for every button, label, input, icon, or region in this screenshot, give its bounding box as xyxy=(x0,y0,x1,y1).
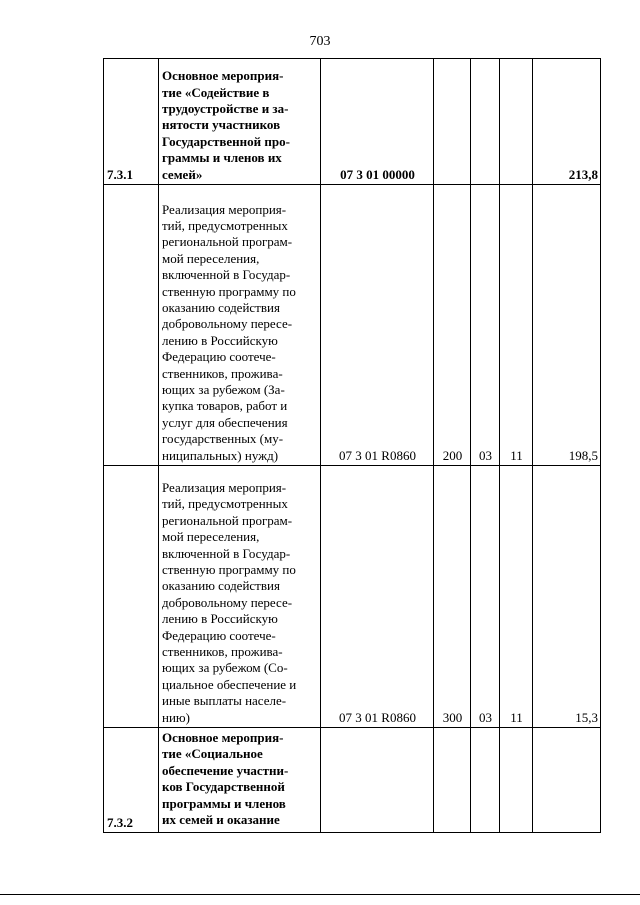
name-line: ственников, прожива- xyxy=(162,643,283,659)
name-line: ниципальных) нужд) xyxy=(162,447,279,463)
name-line: ков Государственной xyxy=(162,779,285,795)
row-name xyxy=(159,728,321,833)
name-line: ственников, проживa- xyxy=(162,365,283,381)
name-line: ющих за рубежом (За- xyxy=(162,381,285,397)
name-line: ственную программу по xyxy=(162,561,296,577)
expense-type: 200 xyxy=(434,185,471,466)
page-number: 703 xyxy=(309,34,331,49)
table-row xyxy=(104,466,601,728)
name-line: программы и членов xyxy=(162,795,286,811)
expense-type: 300 xyxy=(434,466,471,728)
name-line: региональной програм- xyxy=(162,512,293,528)
name-line: услуг для обеспечения xyxy=(162,414,288,430)
name-line: лению в Российскую xyxy=(162,611,278,627)
name-line: граммы и членов их xyxy=(162,150,282,166)
name-line: семей» xyxy=(162,166,203,182)
section-code: 03 xyxy=(471,185,500,466)
name-line: ющих за рубежом (Со- xyxy=(162,660,288,676)
name-line: государственных (му- xyxy=(162,431,284,447)
name-line: Основное мероприя- xyxy=(162,730,284,745)
amount: 198,5 xyxy=(533,185,601,466)
expense-type xyxy=(434,59,471,185)
name-line: трудоустройстве и за- xyxy=(162,100,289,116)
amount: 15,3 xyxy=(533,466,601,728)
name-line: обеспечение участни- xyxy=(162,762,289,778)
name-line: региональной програм- xyxy=(162,234,293,250)
name-line: Федерацию соотече- xyxy=(162,349,276,365)
name-line: циальное обеспечение и xyxy=(162,676,297,692)
name-line: их семей и оказание xyxy=(162,812,280,828)
name-line: лению в Российскую xyxy=(162,332,278,348)
name-line: добровольному пересе- xyxy=(162,316,293,332)
footer-rule xyxy=(0,894,640,895)
name-line: Государственной про- xyxy=(162,133,290,149)
expense-type xyxy=(434,728,471,833)
row-name xyxy=(159,185,321,466)
program-code xyxy=(321,728,434,833)
section-code xyxy=(471,59,500,185)
row-number xyxy=(104,466,159,728)
name-line: тий, предусмотренных xyxy=(162,217,288,233)
subsection-code: 11 xyxy=(500,466,533,728)
name-line: мой переселения, xyxy=(162,529,260,545)
program-code: 07 3 01 00000 xyxy=(321,59,434,185)
program-code: 07 3 01 R0860 xyxy=(321,185,434,466)
name-line: оказанию содействия xyxy=(162,578,280,594)
row-number: 7.3.1 xyxy=(104,59,159,185)
name-line: тие «Содействие в xyxy=(162,84,270,100)
row-name xyxy=(159,59,321,185)
row-name xyxy=(159,466,321,728)
amount: 213,8 xyxy=(533,59,601,185)
name-line: иные выплаты населе- xyxy=(162,693,287,709)
name-line: Федерацию соотече- xyxy=(162,627,276,643)
budget-table xyxy=(103,58,601,833)
subsection-code xyxy=(500,728,533,833)
section-code xyxy=(471,728,500,833)
name-line: мой переселения, xyxy=(162,250,260,266)
name-line: нятости участников xyxy=(162,117,281,133)
name-line: Реализация мероприя- xyxy=(162,479,287,495)
name-line: оказанию содействия xyxy=(162,299,280,315)
name-line: добровольному пересе- xyxy=(162,594,293,610)
table-row-7-3-1 xyxy=(104,59,601,185)
name-line: ственную программу по xyxy=(162,283,296,299)
amount xyxy=(533,728,601,833)
program-code: 07 3 01 R0860 xyxy=(321,466,434,728)
row-number xyxy=(104,185,159,466)
table-row xyxy=(104,185,601,466)
name-line: нию) xyxy=(162,709,190,725)
subsection-code xyxy=(500,59,533,185)
name-line: Основное мероприя- xyxy=(162,68,284,84)
name-line: тий, предусмотренных xyxy=(162,496,288,512)
section-code: 03 xyxy=(471,466,500,728)
name-line: купка товаров, работ и xyxy=(162,398,288,414)
name-line: включенной в Государ- xyxy=(162,545,291,561)
row-number: 7.3.2 xyxy=(104,728,159,833)
name-line: тие «Социальное xyxy=(162,746,263,762)
name-line: включенной в Государ- xyxy=(162,267,291,283)
table-row-7-3-2 xyxy=(104,728,601,833)
subsection-code: 11 xyxy=(500,185,533,466)
name-line: Реализация мероприя- xyxy=(162,201,287,217)
